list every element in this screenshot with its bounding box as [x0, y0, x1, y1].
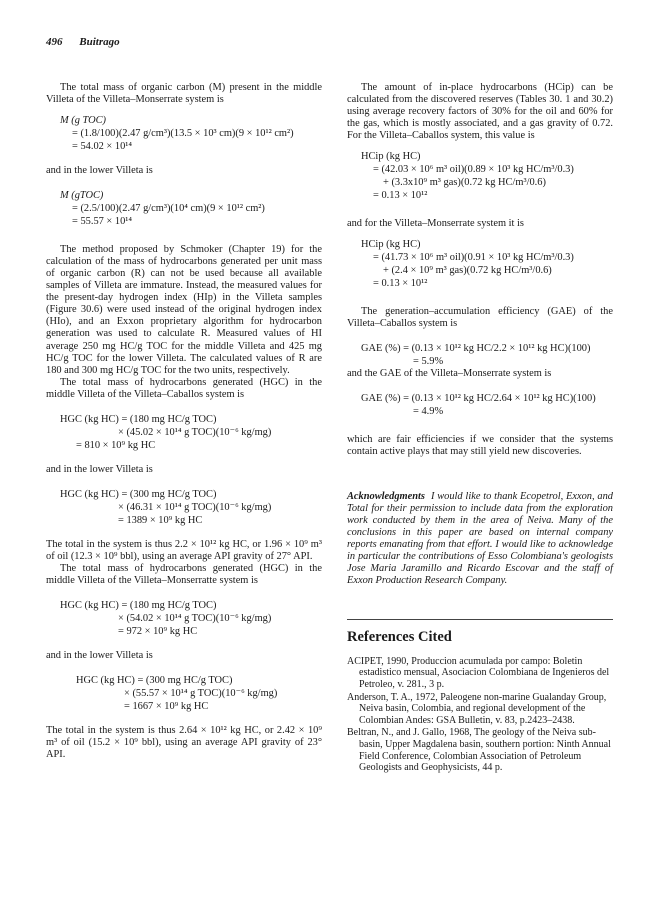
equation-line: = 0.13 × 10¹² — [373, 278, 428, 290]
paragraph: The total mass of hydrocarbons generated (HGC) in the middle Villeta of the Villeta–Caballos system is — [46, 376, 322, 400]
equation-line: × (46.31 × 10¹⁴ g TOC)(10⁻⁶ kg/mg) — [118, 501, 272, 513]
paragraph: and in the lower Villeta is — [46, 165, 153, 177]
equation-line: M (g TOC) — [60, 115, 106, 127]
paragraph: The total in the system is thus 2.64 × 10¹² kg HC, or 2.42 × 10⁹ m³ of oil (15.2 × 10⁹ bbl), using an average API gravity of 23° API. — [46, 725, 322, 761]
paragraph: and in the lower Villeta is — [46, 463, 153, 475]
equation-block — [347, 392, 613, 418]
equation-block — [46, 674, 322, 713]
equation-block — [46, 488, 322, 527]
equation-line: = 5.9% — [413, 356, 444, 368]
equation-line: = (2.5/100)(2.47 g/cm³)(10⁴ cm)(9 × 10¹² cm²) — [72, 203, 265, 215]
paragraph: and the GAE of the Villeta–Monserrate system is — [347, 368, 552, 380]
paragraph: The generation–accumulation efficiency (GAE) of the Villeta–Caballos system is — [347, 306, 613, 330]
equation-line: M (gTOC) — [60, 190, 104, 202]
equation-line: HGC (kg HC) = (180 mg HC/g TOC) — [60, 599, 217, 611]
equation-block — [46, 114, 322, 153]
equation-line: GAE (%) = (0.13 × 10¹² kg HC/2.64 × 10¹² kg HC)(100) — [361, 393, 596, 405]
paragraph: The total mass of hydrocarbons generated (HGC) in the middle Villeta of the Villeta–Monserratte system is — [46, 562, 322, 586]
references-heading: References Cited — [347, 628, 452, 645]
paragraph: The method proposed by Schmoker (Chapter 19) for the calculation of the mass of hydrocarbons generated per unit mass of organic carbon (R) can not be used because all available samples of Villeta are immature. Instead, the measured values for the present-day hydrogen index (HIp) in the Villeta samples (Figure 30.6) were used instead of the original hydrogen index (HIo), and an Exxon proprietary algorithm for hydrocarbon generation was used to calculate R. Measured values of HI average 250 mg HC/g TOC for the middle Villeta and 425 mg HC/g TOC for the lower Villeta. The calculated values of R are 180 and 300 mg HC/g TOC for the two units, respectively. — [46, 244, 322, 376]
right-column — [347, 82, 613, 775]
paragraph: The amount of in-place hydrocarbons (HCip) can be calculated from the discovered reserves (Tables 30. 1 and 30.2) using average recovery factors of 30% for the oil and 60% for the gas, which is mostly associated, and a gas gravity of 0.72. For the Villeta–Caballos system, this value is — [347, 82, 613, 142]
equation-line: = 54.02 × 10¹⁴ — [72, 141, 133, 153]
reference-item: Beltran, N., and J. Gallo, 1968, The geology of the Neiva sub-basin, Upper Magdalena basin, southern portion: Ninth Annual Field Conference, Colombian Association of Petroleum Geologists and Geophysicists, 44 p. — [347, 727, 611, 774]
reference-item: ACIPET, 1990, Produccion acumulada por campo: Boletin estadistico mensual, Asociacion Colombiana de Ingenieros del Petroleo, v. 281., 3 p. — [347, 655, 610, 691]
acknowledgments — [347, 491, 613, 587]
equation-block — [347, 150, 613, 202]
equation-line: = (1.8/100)(2.47 g/cm³)(13.5 × 10³ cm)(9 × 10¹² cm²) — [72, 128, 294, 140]
equation-line: = 1667 × 10⁹ kg HC — [124, 701, 209, 713]
equation-block — [347, 342, 613, 368]
equation-block — [46, 599, 322, 638]
equation-line: HGC (kg HC) = (300 mg HC/g TOC) — [60, 488, 217, 500]
equation-line: = (42.03 × 10⁶ m³ oil)(0.89 × 10³ kg HC/m³/0.3) — [373, 164, 574, 176]
paragraph: and for the Villeta–Monserrate system it is — [347, 218, 524, 230]
page-number: 496 — [46, 36, 63, 48]
equation-line: × (45.02 × 10¹⁴ g TOC)(10⁻⁶ kg/mg) — [118, 426, 272, 438]
equation-line: + (3.3x10⁹ m³ gas)(0.72 kg HC/m³/0.6) — [383, 177, 546, 189]
equation-block — [46, 413, 322, 452]
equation-line: HCip (kg HC) — [361, 239, 421, 251]
equation-block — [46, 189, 322, 228]
equation-line: × (54.02 × 10¹⁴ g TOC)(10⁻⁶ kg/mg) — [118, 612, 272, 624]
paragraph: which are fair efficiencies if we consider that the systems contain active plays that may still yield new discoveries. — [347, 434, 613, 458]
equation-line: = 0.13 × 10¹² — [373, 190, 428, 202]
running-title: Buitrago — [79, 36, 120, 48]
equation-line: = 972 × 10⁹ kg HC — [118, 625, 198, 637]
equation-line: HCip (kg HC) — [361, 151, 421, 163]
equation-line: + (2.4 × 10⁹ m³ gas)(0.72 kg HC/m³/0.6) — [383, 265, 552, 277]
equation-line: HGC (kg HC) = (300 mg HC/g TOC) — [76, 675, 233, 687]
equation-line: = (41.73 × 10⁶ m³ oil)(0.91 × 10³ kg HC/m³/0.3) — [373, 252, 574, 264]
paragraph: The total mass of organic carbon (M) present in the middle Villeta of the Villeta–Monserrate system is — [46, 82, 322, 106]
equation-line: HGC (kg HC) = (180 mg HC/g TOC) — [60, 413, 217, 425]
section-rule — [347, 619, 613, 620]
left-column — [46, 82, 322, 761]
running-header — [46, 36, 120, 48]
equation-line: = 1389 × 10⁹ kg HC — [118, 514, 203, 526]
equation-line: × (55.57 × 10¹⁴ g TOC)(10⁻⁶ kg/mg) — [124, 688, 278, 700]
acknowledgments-heading: Acknowledgments — [347, 490, 425, 502]
equation-line: = 55.57 × 10¹⁴ — [72, 216, 133, 228]
paragraph: The total in the system is thus 2.2 × 10¹² kg HC, or 1.96 × 10⁹ m³ of oil (12.3 × 10⁹ bbl), using an average API gravity of 27° API. — [46, 538, 322, 562]
reference-item: Anderson, T. A., 1972, Paleogene non-marine Gualanday Group, Neiva basin, Colombia, and regional development of the Colombian Andes: GSA Bulletin, v. 83, p.2423–2438. — [347, 691, 607, 726]
equation-block — [347, 238, 613, 290]
equation-line: GAE (%) = (0.13 × 10¹² kg HC/2.2 × 10¹² kg HC)(100) — [361, 343, 591, 355]
equation-line: = 4.9% — [413, 406, 444, 418]
acknowledgments-text: I would like to thank Ecopetrol, Exxon, and Total for their permission to include data from the exploration work conducted by them in the area of Neiva. Many of the conclusions in this paper are based on internal company reports emanating from that effort. I would like to acknowledge in particular the contributions of Esso Colombiana's geologists Jose Maria Jaramillo and Ricardo Escovar and the staff of Exxon Production Research Company. — [347, 490, 613, 586]
paragraph: and in the lower Villeta is — [46, 649, 153, 661]
equation-line: = 810 × 10⁹ kg HC — [76, 439, 156, 451]
